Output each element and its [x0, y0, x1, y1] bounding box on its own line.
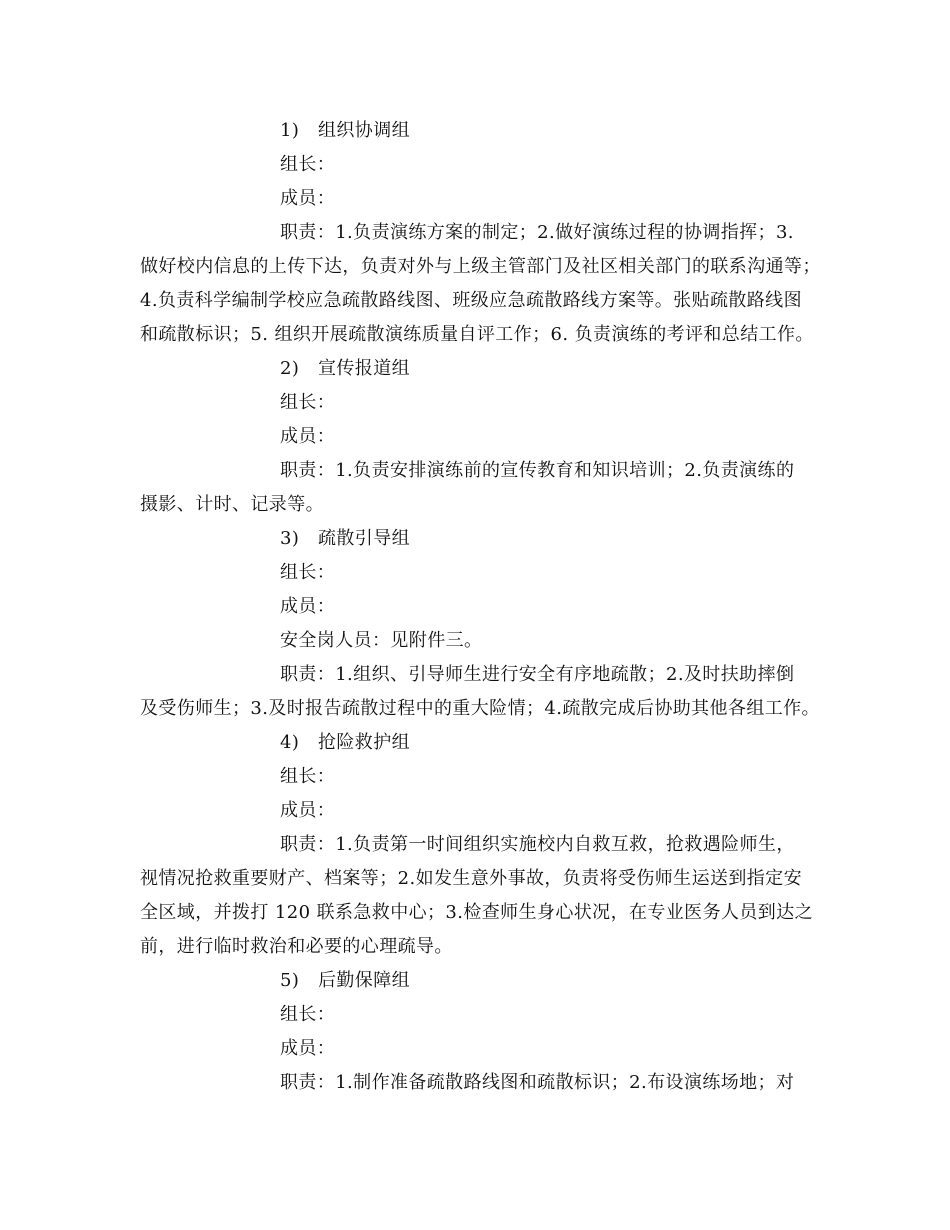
- duty-text-line: 职责：1.制作准备疏散路线图和疏散标识；2.布设演练场地；对: [280, 1072, 795, 1093]
- section-2: [140, 352, 812, 522]
- duty-text-line: 和疏散标识；5. 组织开展疏散演练质量自评工作；6. 负责演练的考评和总结工作。: [140, 324, 814, 345]
- duty-text-line: 职责：1.负责安排演练前的宣传教育和知识培训；2.负责演练的: [280, 460, 795, 481]
- duty-text-line: 4.负责科学编制学校应急疏散路线图、班级应急疏散路线方案等。张贴疏散路线图: [140, 290, 802, 311]
- group-members-label: 成员：: [280, 800, 336, 821]
- section-1: [140, 114, 821, 352]
- group-members-label: 成员：: [280, 426, 336, 447]
- section-heading: [140, 352, 812, 386]
- section-number: 1): [280, 120, 300, 141]
- group-members-label: 成员：: [280, 188, 336, 209]
- section-heading: [140, 114, 812, 148]
- group-leader-label: 组长：: [280, 562, 336, 583]
- group-members-label: 成员：: [280, 596, 336, 617]
- section-heading: [140, 726, 812, 760]
- duty-text-line: 视情况抢救重要财产、档案等；2.如发生意外事故，负责将受伤师生运送到指定安: [140, 868, 802, 889]
- section-number: 4): [280, 732, 300, 753]
- duty-text-line: 全区域，并拨打 120 联系急救中心；3.检查师生身心状况，在专业医务人员到达之: [140, 902, 813, 923]
- duty-text-line: 及受伤师生；3.及时报告疏散过程中的重大险情；4.疏散完成后协助其他各组工作。: [140, 698, 820, 719]
- duty-text-line: 职责：1.组织、引导师生进行安全有序地疏散；2.及时扶助摔倒: [280, 664, 795, 685]
- duty-text-line: 职责：1.负责演练方案的制定；2.做好演练过程的协调指挥；3.: [280, 222, 794, 243]
- duty-text-line: 职责：1.负责第一时间组织实施校内自救互救，抢救遇险师生，: [280, 834, 795, 855]
- section-heading: [140, 964, 812, 998]
- section-number: 3): [280, 528, 300, 549]
- section-title: 组织协调组: [318, 120, 410, 141]
- section-3: [140, 522, 820, 726]
- section-4: [140, 726, 812, 964]
- duty-text-line: 摄影、计时、记录等。: [140, 494, 324, 515]
- section-5: [140, 964, 812, 1100]
- section-number: 5): [280, 970, 300, 991]
- section-title: 后勤保障组: [318, 970, 410, 991]
- section-title: 疏散引导组: [318, 528, 410, 549]
- group-leader-label: 组长：: [280, 154, 336, 175]
- section-number: 2): [280, 358, 300, 379]
- duty-text-line: 做好校内信息的上传下达，负责对外与上级主管部门及社区相关部门的联系沟通等；: [140, 256, 821, 277]
- safety-post-note: 安全岗人员：见附件三。: [280, 630, 483, 651]
- section-heading: [140, 522, 812, 556]
- section-title: 抢险救护组: [318, 732, 410, 753]
- document-body: [140, 114, 821, 1100]
- group-leader-label: 组长：: [280, 392, 336, 413]
- group-members-label: 成员：: [280, 1038, 336, 1059]
- group-leader-label: 组长：: [280, 766, 336, 787]
- group-leader-label: 组长：: [280, 1004, 336, 1025]
- duty-text-line: 前，进行临时救治和必要的心理疏导。: [140, 936, 453, 957]
- section-title: 宣传报道组: [318, 358, 410, 379]
